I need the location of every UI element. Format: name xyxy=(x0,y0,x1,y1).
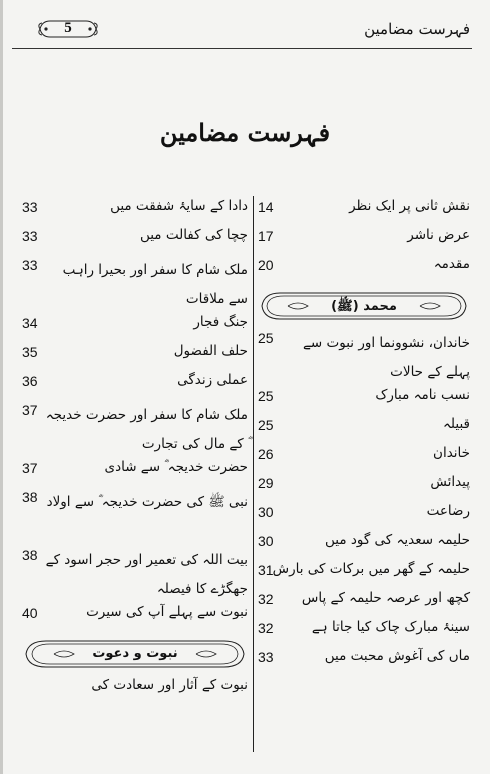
toc-page-number: 33 xyxy=(22,257,38,273)
toc-entry-title: دادا کے سایۂ شفقت میں xyxy=(110,198,248,214)
toc-page-number: 25 xyxy=(258,417,274,433)
section-heading-muhammad xyxy=(258,283,470,327)
toc-entry-title: رضاعت xyxy=(426,503,470,519)
section-heading-nubuwwat xyxy=(22,631,248,675)
section-title: نبوت و دعوت xyxy=(92,646,178,661)
toc-page-number: 17 xyxy=(258,228,274,244)
toc-page-number: 30 xyxy=(258,504,274,520)
toc-page-number: 33 xyxy=(22,228,38,244)
toc-entry-title: عرض ناشر xyxy=(407,227,470,243)
toc-entry xyxy=(22,370,248,399)
toc-entry xyxy=(258,254,470,283)
toc-entry-title: حلیمہ کے گھر میں برکات کی بارش xyxy=(272,561,470,577)
toc-entry-title: حلف الفضول xyxy=(173,343,248,359)
toc-entry xyxy=(258,646,470,675)
toc-entry xyxy=(258,225,470,254)
toc-entry xyxy=(22,225,248,254)
toc-page-number: 38 xyxy=(22,547,38,563)
toc-entry-title: کچھ اور عرصہ حلیمہ کے پاس xyxy=(301,590,470,606)
page-number: 5 xyxy=(64,20,72,36)
toc-entry xyxy=(22,196,248,225)
toc-entry xyxy=(22,675,248,704)
toc-entry-title: حلیمہ سعدیہ کی گود میں xyxy=(324,532,470,548)
toc-entry-title: عملی زندگی xyxy=(177,372,248,388)
toc-page-number: 34 xyxy=(22,315,38,331)
toc-entry xyxy=(22,341,248,370)
toc-entry-title: نقش ثانی پر ایک نظر xyxy=(349,198,470,214)
toc-entry xyxy=(22,544,248,602)
page-edge xyxy=(0,0,3,774)
toc-left-column xyxy=(22,196,248,756)
toc-entry xyxy=(258,385,470,414)
toc-entry xyxy=(22,254,248,312)
page-number-badge xyxy=(36,18,100,40)
section-title: محمد (ﷺ) xyxy=(331,299,397,314)
toc-page-number: 37 xyxy=(22,460,38,476)
page-title: فہرست مضامین xyxy=(159,118,331,147)
toc-page-number: 29 xyxy=(258,475,274,491)
toc-entry xyxy=(22,486,248,544)
toc-entry xyxy=(258,196,470,225)
toc-entry xyxy=(22,457,248,486)
toc-page-number: 14 xyxy=(258,199,274,215)
toc-page-number: 35 xyxy=(22,344,38,360)
toc-entry-title: سینۂ مبارک چاک کیا جاتا ہے xyxy=(311,619,470,635)
toc-entry-title: ملک شام کا سفر اور بحیرا راہب سے ملاقات xyxy=(62,262,248,307)
toc-entry-title: چچا کی کفالت میں xyxy=(139,227,248,243)
toc-page-number: 25 xyxy=(258,330,274,346)
toc-entry-title: خاندان xyxy=(433,445,470,461)
toc-entry-title: حضرت خدیجہ ؓ سے شادی xyxy=(104,459,248,475)
toc-entry-title: مقدمہ xyxy=(433,256,470,272)
toc-entry xyxy=(258,617,470,646)
toc-entry xyxy=(22,602,248,631)
toc-page-number: 32 xyxy=(258,591,274,607)
toc-entry-title: پیدائش xyxy=(430,474,470,490)
toc-page-number: 38 xyxy=(22,489,38,505)
column-divider xyxy=(253,196,254,752)
toc-entry-title: نبوت سے پہلے آپ کی سیرت xyxy=(86,604,248,620)
toc-page-number: 30 xyxy=(258,533,274,549)
toc-entry-title: ملک شام کا سفر اور حضرت خدیجہ ؓ کے مال کی تجارت xyxy=(45,407,248,452)
toc-right-column xyxy=(258,196,470,756)
header-title: فہرست مضامین xyxy=(364,20,470,38)
toc-entry xyxy=(258,414,470,443)
toc-page-number: 32 xyxy=(258,620,274,636)
toc-entry xyxy=(22,399,248,457)
toc-page-number: 33 xyxy=(22,199,38,215)
toc-entry xyxy=(258,530,470,559)
toc-page-number: 26 xyxy=(258,446,274,462)
toc-page-number: 40 xyxy=(22,605,38,621)
toc-entry xyxy=(258,501,470,530)
toc-entry-title: جنگ فجار xyxy=(193,314,248,330)
toc-entry xyxy=(258,443,470,472)
running-header xyxy=(22,16,470,50)
toc-page-number: 33 xyxy=(258,649,274,665)
toc-entry xyxy=(258,327,470,385)
toc-entry-title: ماں کی آغوش محبت میں xyxy=(324,648,470,664)
toc-entry-title: خاندان، نشوونما اور نبوت سے پہلے کے حالات xyxy=(303,335,470,380)
toc-entry xyxy=(258,472,470,501)
toc-entry-title: نسب نامہ مبارک xyxy=(375,387,470,403)
toc-entry xyxy=(22,312,248,341)
toc-entry-title: نبوت کے آثار اور سعادت کی xyxy=(91,677,248,693)
toc-page-number: 31 xyxy=(258,562,274,578)
toc-page-number: 37 xyxy=(22,402,38,418)
toc-entry-title: قبیلہ xyxy=(443,416,470,432)
toc-page-number: 36 xyxy=(22,373,38,389)
toc-entry xyxy=(258,588,470,617)
toc-entry-title: بیت اللہ کی تعمیر اور حجر اسود کے جھگڑے کا فیصلہ xyxy=(45,552,248,597)
toc-entry xyxy=(258,559,470,588)
toc-entry-title: نبی ﷺ کی حضرت خدیجہ ؓ سے اولاد xyxy=(46,494,248,510)
toc-page-number: 25 xyxy=(258,388,274,404)
header-rule xyxy=(12,48,472,49)
toc-page-number: 20 xyxy=(258,257,274,273)
